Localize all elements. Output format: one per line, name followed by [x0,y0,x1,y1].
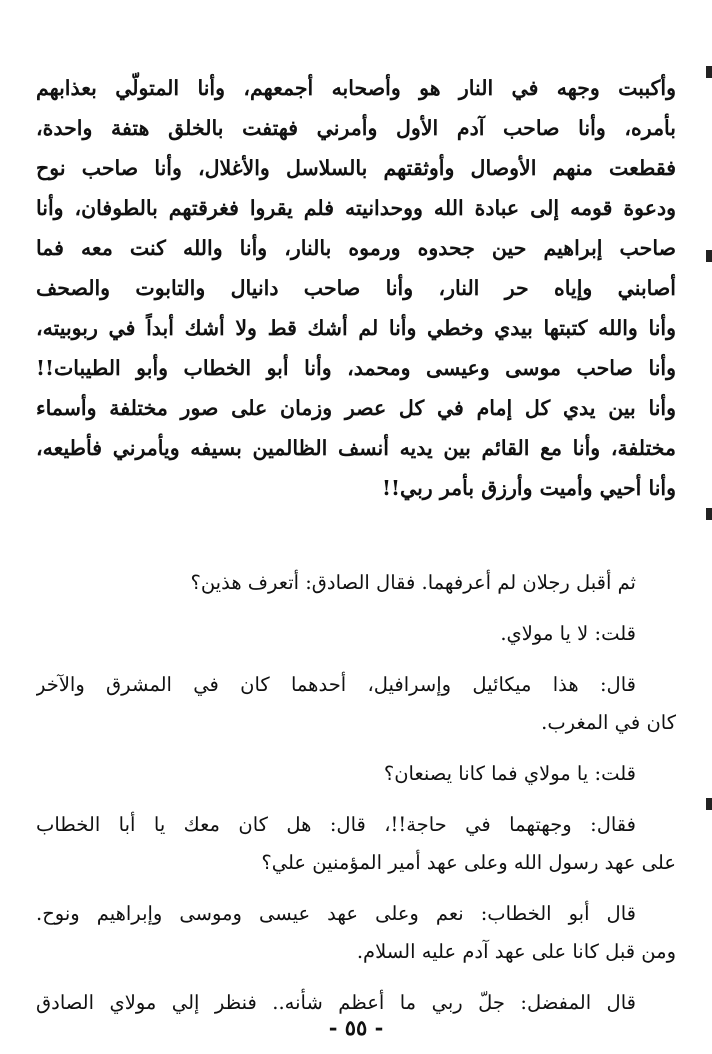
text-line: وأنا والله كتبتها بيدي وخطي وأنا لم أشك قط ولا أشك أبداً في ربوبيته، [36,316,676,340]
text-line: صاحب إبراهيم حين جحدوه ورموه بالنار، وأنا والله كنت معه فما [36,236,676,260]
text-line: وأنا أحيي وأميت وأرزق بأمر ربي!! [382,476,676,500]
margin-mark [706,798,712,810]
text-line: بأمره، وأنا صاحب آدم الأول وأمرني فهتفت بالخلق هتفة واحدة، [36,116,676,140]
text-line: قال: هذا ميكائيل وإسرافيل، أحدهما كان في المشرق والآخر [36,673,636,696]
text-line: وأكببت وجهه في النار هو وأصحابه أجمعهم، وأنا المتولّي بعذابهم [36,76,676,100]
text-line: مختلفة، وأنا مع القائم بين يديه أنسف الظالمين بسيفه ويأمرني فأطيعه، [36,436,676,460]
dialogue-paragraph [36,564,676,602]
text-line: وأنا صاحب موسى وعيسى ومحمد، وأنا أبو الخطاب وأبو الطيبات!! [36,356,676,380]
text-line: كان في المغرب. [541,711,676,734]
dialogue-paragraph [36,755,676,793]
margin-mark [706,66,712,78]
text-line: ودعوة قومه إلى عبادة الله ووحدانيته فلم يقروا فغرقتهم بالطوفان، وأنا [36,196,676,220]
text-line: أصابني وإياه حر النار، وأنا صاحب دانيال والتابوت والصحف [36,276,676,300]
dialogue-paragraph [36,806,676,882]
text-line: ومن قبل كانا على عهد آدم عليه السلام. [356,940,676,963]
text-line: وأنا بين يدي كل إمام في كل عصر وزمان على صور مختلفة وأسماء [36,396,676,420]
dialogue-paragraph [36,666,676,742]
text-line: قلت: لا يا مولاي. [500,622,636,645]
dialogue-paragraph [36,895,676,971]
bold-paragraph [36,68,676,508]
margin-mark [706,508,712,520]
dialogue-section [36,564,676,1035]
text-line: على عهد رسول الله وعلى عهد أمير المؤمنين علي؟ [261,851,676,874]
margin-mark [706,250,712,262]
text-line: قال أبو الخطاب: نعم وعلى عهد عيسى وموسى وإبراهيم ونوح. [36,902,636,925]
page-number: - ٥٥ - [328,1015,384,1040]
text-line: فقطعت منهم الأوصال وأوثقتهم بالسلاسل والأغلال، وأنا صاحب نوح [36,156,676,180]
text-line: فقال: وجهتهما في حاجة!!، قال: هل كان معك يا أبا الخطاب [36,813,636,836]
text-line: ثم أقبل رجلان لم أعرفهما. فقال الصادق: أتعرف هذين؟ [190,571,636,594]
dialogue-paragraph [36,615,676,653]
text-line: قلت: يا مولاي فما كانا يصنعان؟ [383,762,636,785]
text-line: قال المفضل: جلّ ربي ما أعظم شأنه.. فنظر إلي مولاي الصادق [36,991,636,1014]
